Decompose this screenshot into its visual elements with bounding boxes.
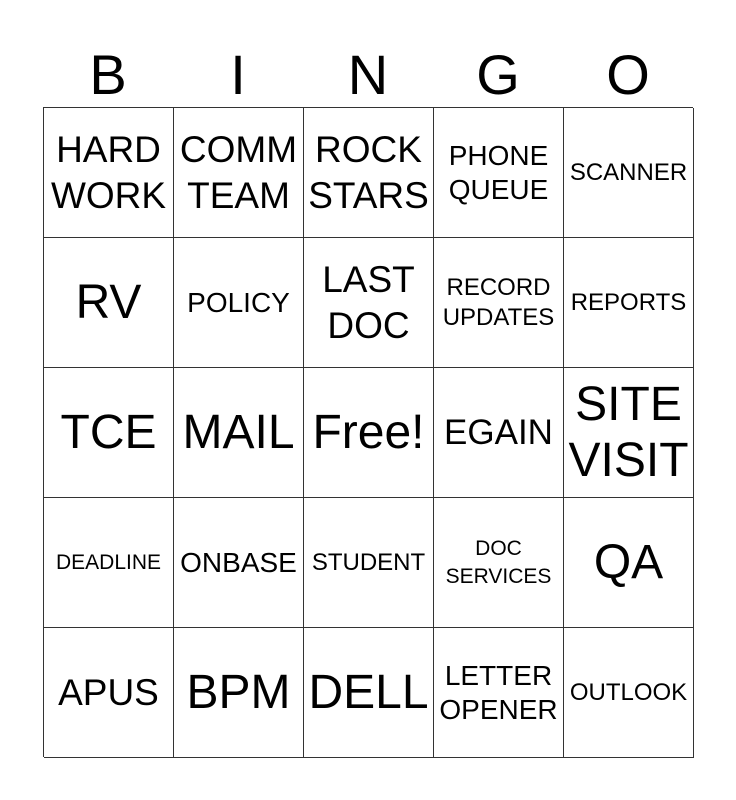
header-letter-b: B [89,43,127,106]
bingo-cell[interactable]: LAST DOC [304,238,434,368]
bingo-grid [43,107,693,757]
bingo-cell[interactable]: OUTLOOK [564,628,694,758]
header-letter-g: G [476,43,520,106]
bingo-cell[interactable]: TCE [44,368,174,498]
bingo-cell[interactable]: DOC SERVICES [434,498,564,628]
header-letter-n: N [347,43,389,106]
bingo-cell free-space[interactable]: Free! [304,368,434,498]
bingo-cell[interactable]: COMM TEAM [174,108,304,238]
bingo-cell[interactable]: PHONE QUEUE [434,108,564,238]
bingo-cell[interactable]: HARD WORK [44,108,174,238]
bingo-cell[interactable]: RV [44,238,174,368]
bingo-cell[interactable]: MAIL [174,368,304,498]
bingo-cell[interactable]: EGAIN [434,368,564,498]
bingo-cell[interactable]: DEADLINE [44,498,174,628]
bingo-cell[interactable]: SCANNER [564,108,694,238]
bingo-cell[interactable]: LETTER OPENER [434,628,564,758]
header-letter-i: I [230,43,246,106]
header-letter-o: O [606,43,650,106]
bingo-cell[interactable]: RECORD UPDATES [434,238,564,368]
bingo-cell[interactable]: QA [564,498,694,628]
bingo-cell[interactable]: ROCK STARS [304,108,434,238]
bingo-cell[interactable]: ONBASE [174,498,304,628]
bingo-cell[interactable]: POLICY [174,238,304,368]
bingo-cell[interactable]: SITE VISIT [564,368,694,498]
bingo-cell[interactable]: DELL [304,628,434,758]
bingo-cell[interactable]: BPM [174,628,304,758]
bingo-cell[interactable]: APUS [44,628,174,758]
bingo-cell[interactable]: REPORTS [564,238,694,368]
bingo-header [43,44,693,106]
bingo-cell[interactable]: STUDENT [304,498,434,628]
